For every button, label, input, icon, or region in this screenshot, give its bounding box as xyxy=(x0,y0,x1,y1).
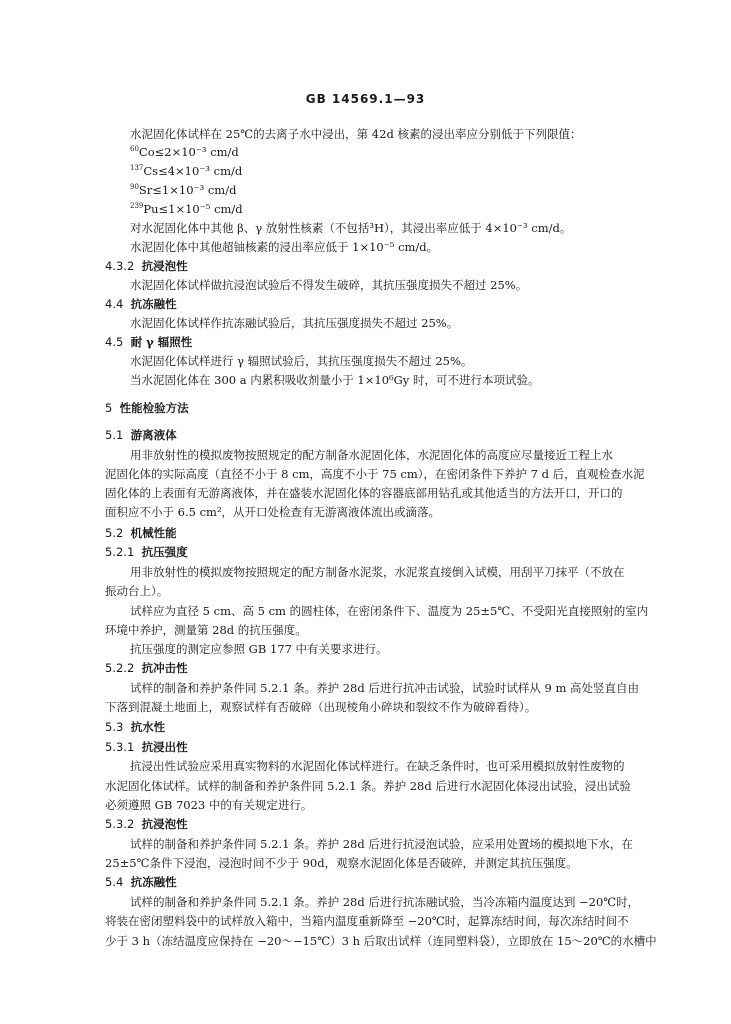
section-body-line: 用非放射性的模拟废物按照规定的配方制备水泥浆，水泥浆直接倒入试模，用刮平刀抹平（不放在 xyxy=(130,565,625,579)
limit-text: Pu≤1×10⁻⁵ cm/d xyxy=(143,202,243,216)
limit-cs xyxy=(130,163,242,179)
section-body-line: 振动台上）。 xyxy=(105,584,169,598)
section-body-line: 少于 3 h（冻结温度应保持在 −20～−15℃）3 h 后取出试样（连同塑料袋），立即放在 15～20℃的水槽中 xyxy=(105,934,657,948)
section-number: 5.3.2 xyxy=(105,817,135,831)
section-number: 5.4 xyxy=(105,875,124,889)
limit-text: Co≤2×10⁻³ cm/d xyxy=(138,145,239,159)
section-heading-5-3-2 xyxy=(105,816,188,832)
section-body-line: 面积应不小于 6.5 cm²，从开口处检查有无游离液体流出或滴落。 xyxy=(105,505,441,519)
section-body-line: 泥固化体的实际高度（直径不小于 8 cm，高度不小于 75 cm），在密闭条件下养护 7 d 后，直观检查水泥 xyxy=(105,467,645,481)
section-body-line: 下落到混凝土地面上，观察试样有否破碎（出现棱角小碎块和裂纹不作为破碎看待）。 xyxy=(105,700,537,714)
section-title: 耐 γ 辐照性 xyxy=(130,335,193,349)
section-heading-5-2-1 xyxy=(105,544,188,560)
section-number: 4.3.2 xyxy=(105,259,135,273)
section-number: 4.5 xyxy=(105,335,124,349)
section-number: 5.2.2 xyxy=(105,661,135,675)
section-body: 水泥固化体试样进行 γ 辐照试验后，其抗压强度损失不超过 25%。 xyxy=(130,354,473,368)
section-title: 机械性能 xyxy=(130,526,177,540)
section-heading-5-2-2 xyxy=(105,660,188,676)
section-heading-4-4 xyxy=(105,296,177,312)
limit-pu xyxy=(130,201,243,217)
section-number: 5.3.1 xyxy=(105,740,135,754)
limit-sr xyxy=(130,182,236,198)
limit-co xyxy=(130,144,239,160)
section-number: 4.4 xyxy=(105,297,124,311)
section-body-line: 抗浸出性试验应采用真实物料的水泥固化体试样进行。在缺乏条件时，也可采用模拟放射性废物的 xyxy=(130,759,625,773)
section-title: 游离液体 xyxy=(130,428,177,442)
section-heading-5-3-1 xyxy=(105,739,188,755)
section-body-line: 将装在密闭塑料袋中的试样放入箱中，当箱内温度重新降至 −20℃时，起算冻结时间，每次冻结时间不 xyxy=(105,914,629,928)
section-body-line: 环境中养护，测量第 28d 的抗压强度。 xyxy=(105,623,307,637)
section-heading-5-3 xyxy=(105,719,165,735)
section-body-line: 试样的制备和养护条件同 5.2.1 条。养护 28d 后进行抗冻融试验，当冷冻箱内温度达到 −20℃时， xyxy=(130,895,640,909)
section-title: 抗浸泡性 xyxy=(141,259,188,273)
section-heading-5-1 xyxy=(105,427,177,443)
section-body-line: 必须遵照 GB 7023 中的有关规定进行。 xyxy=(105,798,313,812)
section-body-line: 固化体的上表面有无游离液体，并在盛装水泥固化体的容器底部用钻孔或其他适当的方法开口，开口的 xyxy=(105,486,623,500)
section-number: 5 xyxy=(105,401,113,415)
isotope-mass: 90 xyxy=(130,183,139,192)
section-body-line: 试样的制备和养护条件同 5.2.1 条。养护 28d 后进行抗浸泡试验，应采用处置场的模拟地下水，在 xyxy=(130,837,633,851)
limit-text: Sr≤1×10⁻³ cm/d xyxy=(138,183,237,197)
section-number: 5.2 xyxy=(105,526,124,540)
section-body-line: 25±5℃条件下浸泡，浸泡时间不少于 90d，观察水泥固化体是否破碎，并测定其抗压强度。 xyxy=(105,856,578,870)
section-title: 抗冻融性 xyxy=(130,297,177,311)
section-title: 抗浸泡性 xyxy=(141,817,188,831)
section-body-line: 用非放射性的模拟废物按照规定的配方制备水泥固化体，水泥固化体的高度应尽量接近工程上水 xyxy=(130,448,613,462)
section-body: 当水泥固化体在 300 a 内累积吸收剂量小于 1×10⁶Gy 时，可不进行本项试验。 xyxy=(130,373,540,387)
isotope-mass: 239 xyxy=(130,202,144,211)
section-number: 5.2.1 xyxy=(105,545,135,559)
section-number: 5.1 xyxy=(105,428,124,442)
section-number: 5.3 xyxy=(105,720,124,734)
section-body-line: 试样应为直径 5 cm、高 5 cm 的圆柱体，在密闭条件下、温度为 25±5℃、不受阳光直接照射的室内 xyxy=(130,604,649,618)
section-heading-4-3-2 xyxy=(105,258,188,274)
limit-text: Cs≤4×10⁻³ cm/d xyxy=(143,164,243,178)
isotope-mass: 137 xyxy=(130,164,144,173)
section-title: 抗冻融性 xyxy=(130,875,177,889)
paragraph-other-nuclides: 对水泥固化体中其他 β、γ 放射性核素（不包括³H），其浸出率应低于 4×10⁻³ cm/d。 xyxy=(130,221,572,235)
section-body-line: 试样的制备和养护条件同 5.2.1 条。养护 28d 后进行抗冲击试验，试验时试样从 9 m 高处竖直自由 xyxy=(130,681,640,695)
section-body-line: 抗压强度的测定应参照 GB 177 中有关要求进行。 xyxy=(130,642,388,656)
section-title: 抗水性 xyxy=(130,720,166,734)
section-title: 性能检验方法 xyxy=(119,401,189,415)
section-heading-5-2 xyxy=(105,525,177,541)
section-heading-5-4 xyxy=(105,874,177,890)
paragraph-leach-limits: 水泥固化体试样在 25℃的去离子水中浸出，第 42d 核素的浸出率应分别低于下列限值： xyxy=(130,127,582,141)
paragraph-transuranic: 水泥固化体中其他超铀核素的浸出率应低于 1×10⁻⁵ cm/d。 xyxy=(130,240,439,254)
section-body: 水泥固化体试样做抗浸泡试验后不得发生破碎，其抗压强度损失不超过 25%。 xyxy=(130,278,528,292)
isotope-mass: 60 xyxy=(130,145,139,154)
section-title: 抗浸出性 xyxy=(141,740,188,754)
section-title: 抗冲击性 xyxy=(141,661,188,675)
standard-header: GB 14569.1—93 xyxy=(305,92,426,106)
section-heading-5 xyxy=(105,400,189,416)
section-heading-4-5 xyxy=(105,334,192,350)
section-title: 抗压强度 xyxy=(141,545,188,559)
section-body: 水泥固化体试样作抗冻融试验后，其抗压强度损失不超过 25%。 xyxy=(130,316,459,330)
section-body-line: 水泥固化体试样。试样的制备和养护条件同 5.2.1 条。养护 28d 后进行水泥固化体浸出试验，浸出试验 xyxy=(105,779,631,793)
